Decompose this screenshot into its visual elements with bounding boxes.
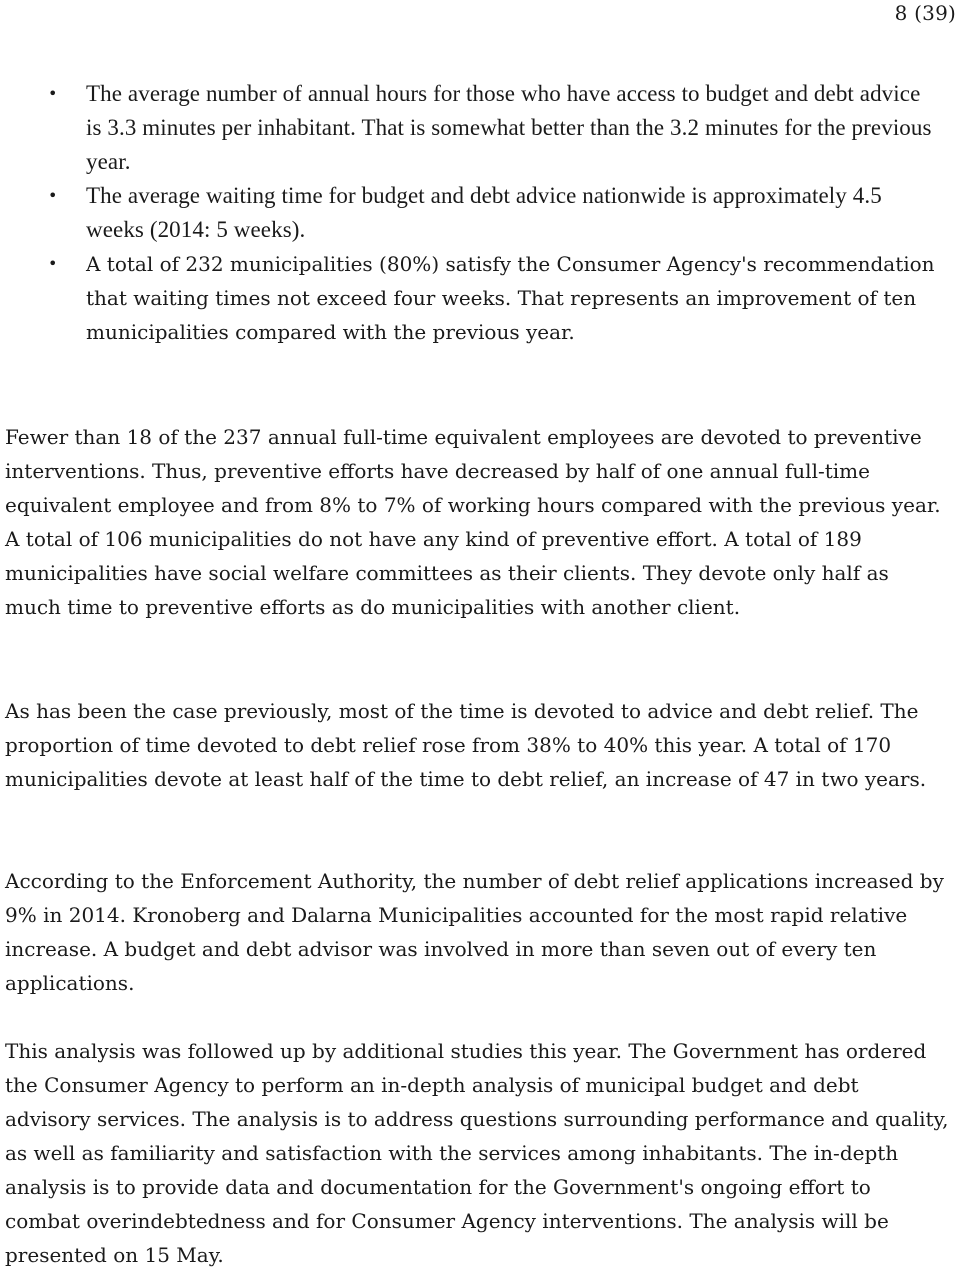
- bullet-item: [0, 77, 940, 179]
- bullet-dot-icon: •: [48, 186, 58, 205]
- bullet-list: [0, 77, 940, 349]
- bullet-item: [0, 179, 940, 247]
- bullet-text: A total of 232 municipalities (80%) satisfy the Consumer Agency's recommendation that waiting times not exceed four weeks. That represents an improvement of ten municipalities compared with the previous year.: [86, 252, 935, 344]
- bullet-item: [0, 247, 940, 349]
- bullet-dot-icon: •: [48, 84, 58, 103]
- page-number: 8 (39): [894, 1, 956, 25]
- bullet-dot-icon: •: [48, 254, 58, 273]
- body-paragraph: Fewer than 18 of the 237 annual full-time equivalent employees are devoted to preventive interventions. Thus, preventive efforts have decreased by half of one annual full-time equivalent employee and from 8% to 7% of working hours compared with the previous year. A total of 106 municipalities do not have any kind of preventive effort. A total of 189 municipalities have social welfare committees as their clients. They devote only half as much time to preventive efforts as do municipalities with another client.: [5, 425, 941, 619]
- body-paragraph: According to the Enforcement Authority, the number of debt relief applications increased by 9% in 2014. Kronoberg and Dalarna Municipalities accounted for the most rapid relative increase. A budget and debt advisor was involved in more than seven out of every ten applications.: [5, 869, 944, 995]
- body-paragraph: As has been the case previously, most of the time is devoted to advice and debt relief. The proportion of time devoted to debt relief rose from 38% to 40% this year. A total of 170 municipalities devote at least half of the time to debt relief, an increase of 47 in two years.: [5, 699, 927, 791]
- body-paragraph: This analysis was followed up by additional studies this year. The Government has ordered the Consumer Agency to perform an in-depth analysis of municipal budget and debt advisory services. The analysis is to address questions surrounding performance and quality, as well as familiarity and satisfaction with the services among inhabitants. The in-depth analysis is to provide data and documentation for the Government's ongoing effort to combat overindebtedness and for Consumer Agency interventions. The analysis will be presented on 15 May.: [5, 1039, 949, 1267]
- bullet-text: The average number of annual hours for those who have access to budget and debt advice is 3.3 minutes per inhabitant. That is somewhat better than the 3.2 minutes for the previous year.: [86, 81, 932, 174]
- bullet-text: The average waiting time for budget and debt advice nationwide is approximately 4.5 weeks (2014: 5 weeks).: [86, 183, 882, 242]
